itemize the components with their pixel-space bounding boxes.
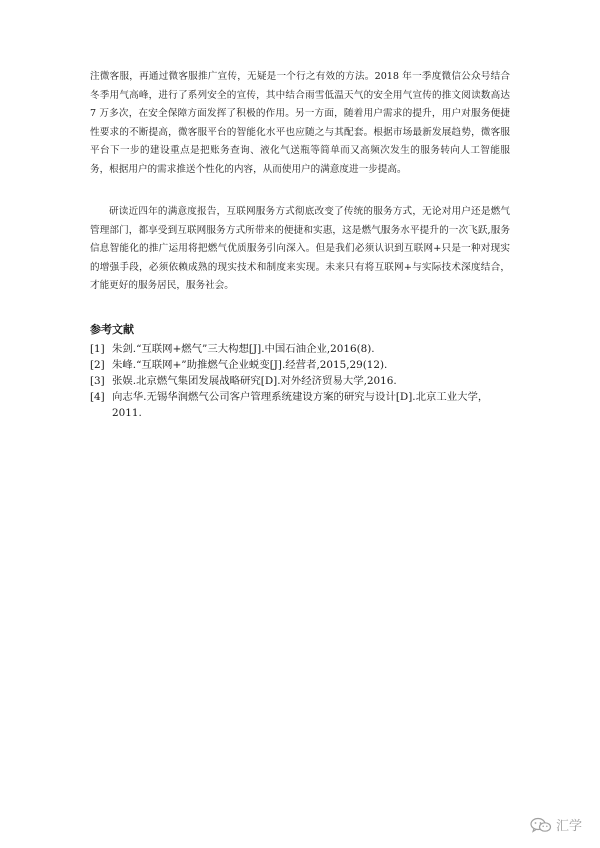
wechat-icon (530, 817, 552, 833)
reference-text: 向志华.无锡华润燃气公司客户管理系统建设方案的研究与设计[D].北京工业大学，2011. (112, 391, 489, 419)
body-paragraph-2: 研读近四年的满意度报告，互联网服务方式彻底改变了传统的服务方式，无论对用户还是燃气管理部门，都享受到互联网服务方式所带来的便捷和实惠，这是燃气服务水平提升的一次飞跃,服务信息智能化的推广运用将把燃气优质服务引向深入。但是我们必须认识到互联网+只是一种对现实的增强手段，必须依赖成熟的现实技术和制度来实现。未来只有将互联网+与实际技术深度结合，才能更好的服务居民，服务社会。 (90, 206, 510, 292)
references-heading: 参考文献 (90, 323, 134, 336)
watermark-label: 汇学 (555, 819, 582, 834)
reference-item (90, 373, 510, 389)
reference-number: [4] (90, 391, 105, 403)
reference-text: 朱剑.“互联网+燃气”三大构想[J].中国石油企业,2016(8). (112, 343, 375, 355)
reference-item (90, 357, 510, 373)
watermark (530, 815, 582, 834)
references-list (90, 341, 510, 421)
reference-number: [2] (90, 359, 105, 371)
reference-item (90, 341, 510, 357)
body-paragraph-1: 注微客服，再通过微客服推广宣传，无疑是一个行之有效的方法。2018 年一季度微信公众号结合冬季用气高峰，进行了系列安全的宣传，其中结合雨雪低温天气的安全用气宣传的推文阅读数高达 7 万多次，在安全保障方面发挥了积极的作用。另一方面，随着用户需求的提升，用户对服务便捷性要求的不断提高，微客服平台的智能化水平也应随之与其配套。根据市场最新发展趋势，微客服平台下一步的建设重点是把账务查询、液化气送瓶等简单而又高频次发生的服务转向人工智能服务，根据用户的需求推送个性化的内容，从而使用户的满意度进一步提高。 (90, 71, 510, 175)
reference-text: 张娱.北京燃气集团发展战略研究[D].对外经济贸易大学,2016. (112, 375, 397, 387)
reference-text: 朱峰.“互联网+”助推燃气企业蜕变[J].经营者,2015,29(12). (112, 359, 388, 371)
reference-item (90, 389, 510, 421)
reference-number: [3] (90, 375, 105, 387)
reference-number: [1] (90, 343, 105, 355)
